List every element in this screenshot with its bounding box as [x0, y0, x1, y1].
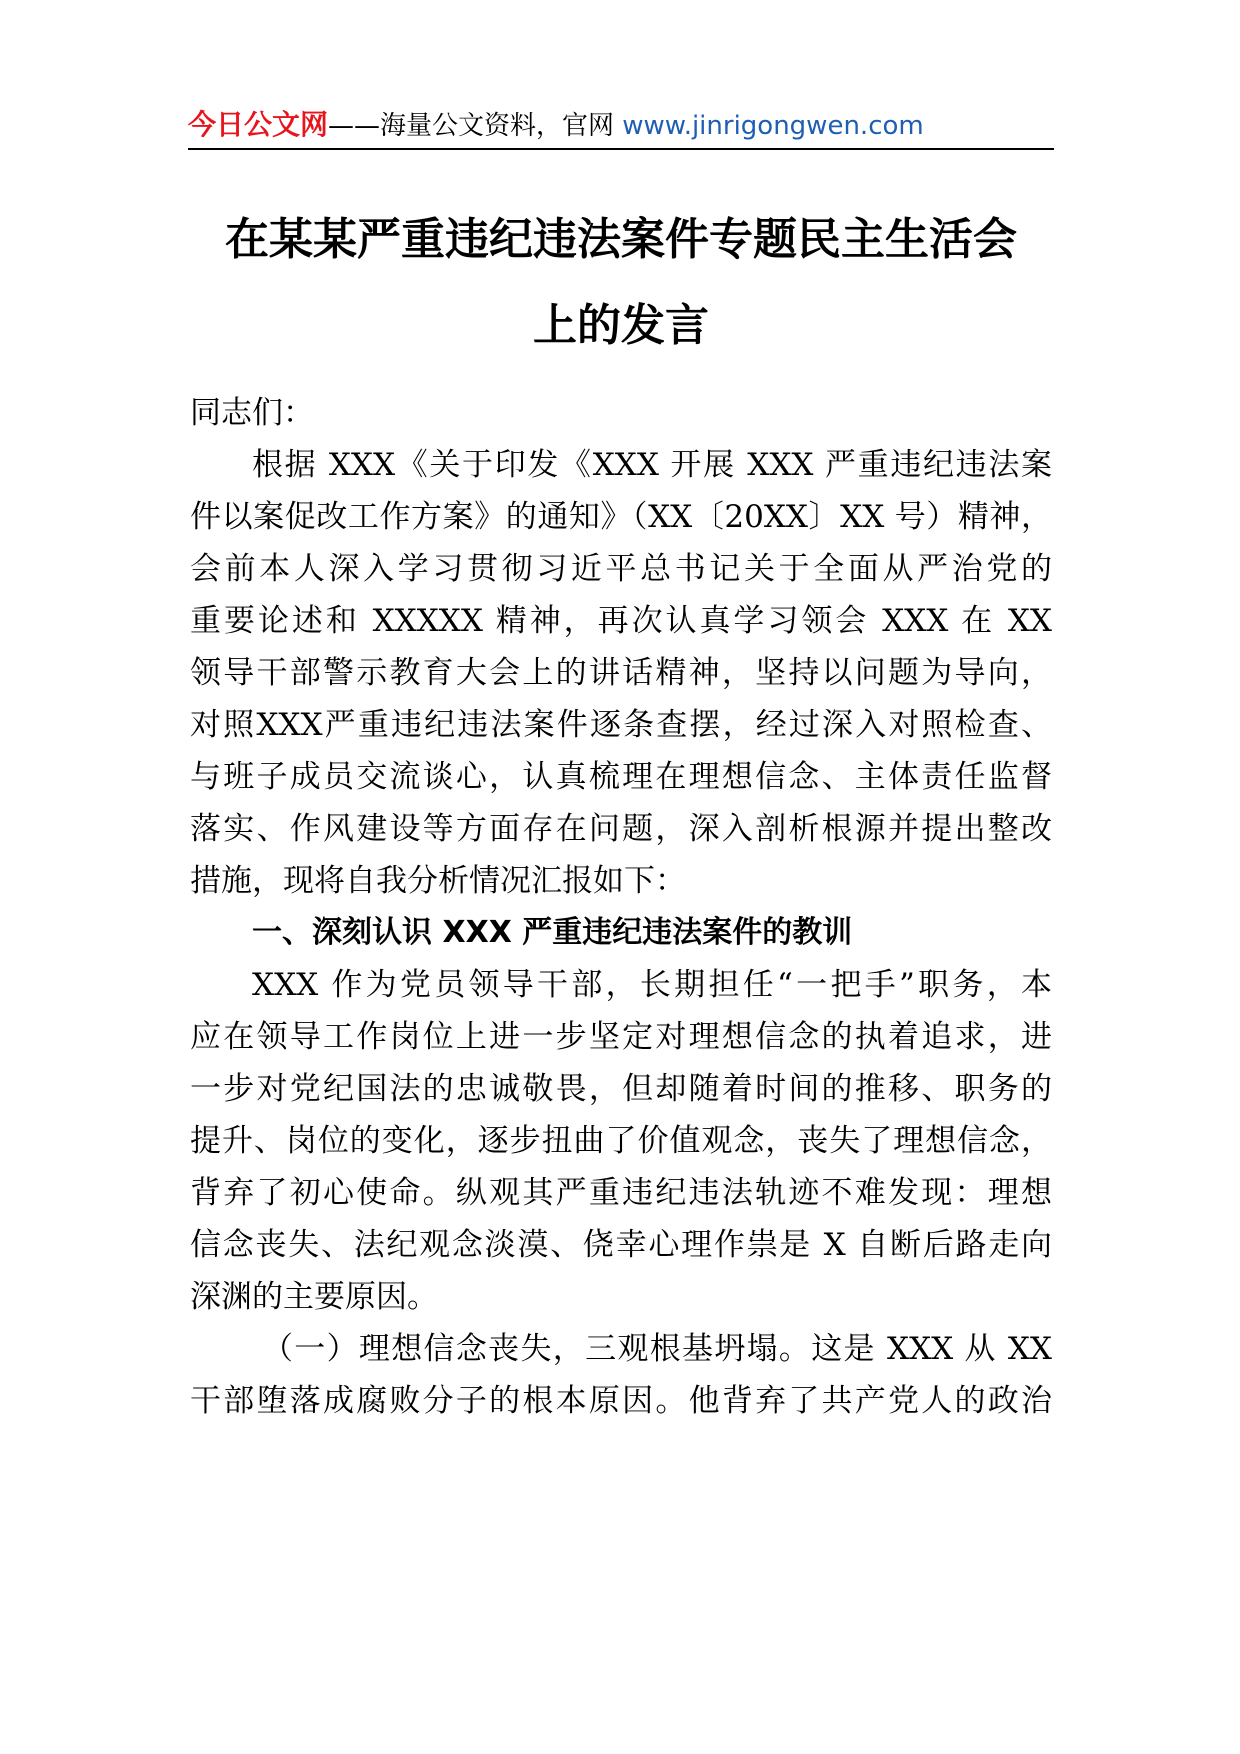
- paragraph-2-line: 信念丧失、法纪观念淡漠、侥幸心理作祟是 X 自断后路走向: [190, 1227, 1052, 1263]
- site-url-link[interactable]: www.jinrigongwen.com: [622, 111, 924, 141]
- paragraph-1-line: 落实、作风建设等方面存在问题，深入剖析根源并提出整改: [190, 811, 1052, 847]
- paragraph-2-line: 深渊的主要原因。: [190, 1279, 438, 1315]
- paragraph-2-line: XXX 作为党员领导干部，长期担任“一把手”职务，本: [252, 967, 1052, 1003]
- document-title-line-2: 上的发言: [533, 300, 709, 351]
- paragraph-1-line: 与班子成员交流谈心，认真梳理在理想信念、主体责任监督: [190, 759, 1052, 795]
- site-brand[interactable]: 今日公文网: [188, 108, 329, 141]
- paragraph-1-line: 会前本人深入学习贯彻习近平总书记关于全面从严治党的: [190, 551, 1052, 587]
- header-divider: [188, 148, 1054, 150]
- paragraph-3-line: （一）理想信念丧失，三观根基坍塌。这是 XXX 从 XX: [262, 1331, 1052, 1367]
- paragraph-1-line: 重要论述和 XXXXX 精神，再次认真学习领会 XXX 在 XX: [190, 603, 1052, 639]
- paragraph-2-line: 应在领导工作岗位上进一步坚定对理想信念的执着追求，进: [190, 1019, 1052, 1055]
- paragraph-1-line: 根据 XXX《关于印发《XXX 开展 XXX 严重违纪违法案: [252, 447, 1052, 483]
- document-title-line-1: 在某某严重违纪违法案件专题民主生活会: [225, 214, 1017, 265]
- paragraph-3-line: 干部堕落成腐败分子的根本原因。他背弃了共产党人的政治: [190, 1383, 1052, 1419]
- paragraph-1-line: 领导干部警示教育大会上的讲话精神，坚持以问题为导向，: [190, 655, 1052, 691]
- paragraph-1-line: 件以案促改工作方案》的通知》（XX〔20XX〕XX 号）精神，: [190, 499, 1052, 535]
- paragraph-2-line: 一步对党纪国法的忠诚敬畏，但却随着时间的推移、职务的: [190, 1071, 1052, 1107]
- paragraph-2-line: 背弃了初心使命。纵观其严重违纪违法轨迹不难发现：理想: [190, 1175, 1052, 1211]
- section-1-heading: 一、深刻认识 XXX 严重违纪违法案件的教训: [252, 915, 853, 950]
- paragraph-1-line: 对照XXX严重违纪违法案件逐条查摆，经过深入对照检查、: [190, 707, 1052, 743]
- site-slogan: ——海量公文资料，官网: [328, 111, 623, 141]
- paragraph-2-line: 提升、岗位的变化，逐步扭曲了价值观念，丧失了理想信念，: [190, 1123, 1052, 1159]
- salutation: 同志们：: [190, 395, 314, 431]
- site-header: [188, 104, 1060, 146]
- paragraph-1-line: 措施，现将自我分析情况汇报如下：: [190, 863, 686, 899]
